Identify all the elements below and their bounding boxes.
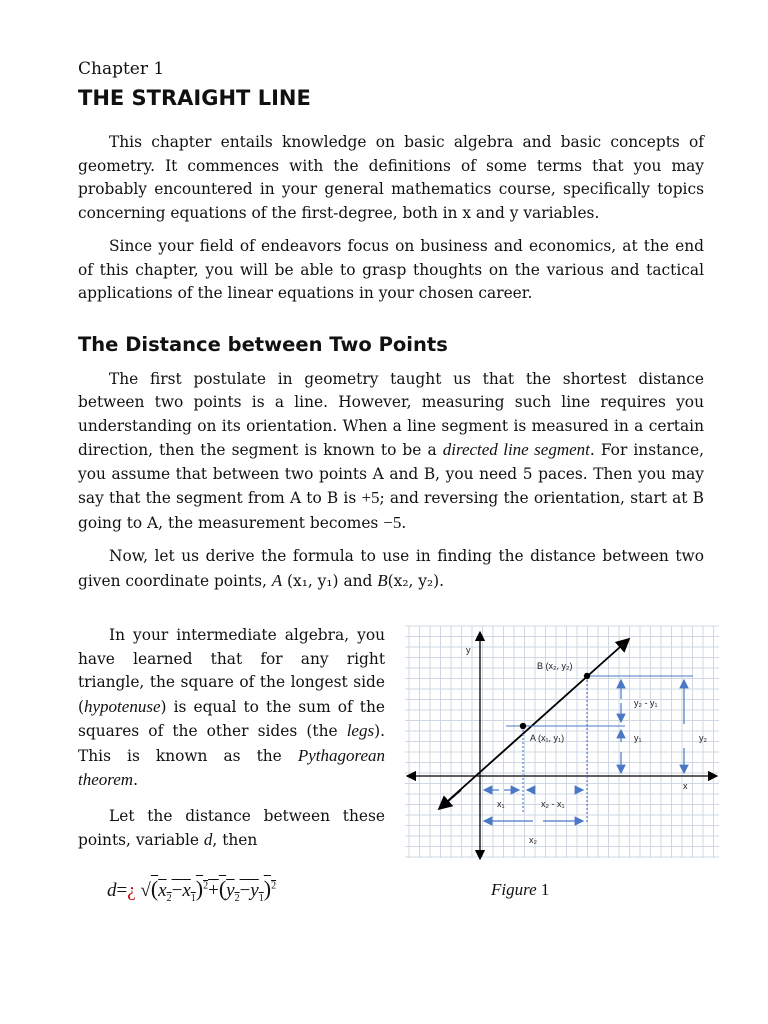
- section-title: The Distance between Two Points: [78, 332, 448, 356]
- y-axis-label: y: [466, 645, 471, 655]
- left-column-text: [78, 624, 385, 865]
- intro-paragraph-2: Since your field of endeavors focus on business and economics, at the end of this chapter, you will be able to grasp thoughts on the various and tactical applications of the linear equations in your chosen career.: [78, 237, 704, 302]
- point-a: [520, 723, 526, 729]
- point-b: [584, 673, 590, 679]
- section-paragraph-2: Now, let us derive the formula to use in finding the distance between two given coordinate points, A (x₁, y₁) and B(x₂, y₂).: [78, 547, 704, 590]
- formula-artifact: ¿: [127, 880, 136, 901]
- coordinate-diagram: [403, 624, 720, 860]
- point-a-label: A (x₁, y₁): [530, 733, 565, 743]
- point-b-label: B (x₂, y₂): [537, 661, 573, 671]
- section-paragraph-3: In your intermediate algebra, you have learned that for any right triangle, the square of the longest side (hypotenuse) is equal to the sum of the squares of the other sides (the legs). This is known as the Pythagorean theorem.: [78, 626, 385, 789]
- section-paragraph-1: The first postulate in geometry taught us that the shortest distance between two points is a line. However, measuring such line requires you understanding on its orientation. When a line segment is measured in a certain direction, then the segment is known to be a directed line segment. For instance, you assume that between two points A and B, you need 5 paces. Then you may say that the segment from A to B is +5; and reversing the orientation, start at B going to A, the measurement becomes −5.: [78, 369, 705, 532]
- term-directed-line-segment: directed line segment: [442, 440, 590, 459]
- x2-label: x₂: [529, 835, 537, 845]
- chapter-title: THE STRAIGHT LINE: [78, 86, 311, 110]
- figure-1-diagram: [403, 624, 720, 860]
- section-paragraph-4: Let the distance between these points, variable d, then: [78, 806, 385, 849]
- x1-label: x₁: [497, 799, 505, 809]
- figure-caption: Figure 1: [491, 880, 550, 899]
- dx-label: x₂ - x₁: [541, 799, 565, 809]
- y2-label: y₂: [699, 733, 707, 743]
- chapter-label: Chapter 1: [78, 59, 165, 79]
- intro-paragraph-1: This chapter entails knowledge on basic algebra and basic concepts of geometry. It commences with the definitions of some terms that you may probably encountered in your general mathematics course, specifically topics concerning equations of the first-degree, both in x and y variables.: [78, 133, 704, 222]
- x-axis-label: x: [683, 781, 688, 791]
- page-body: [78, 58, 704, 603]
- dy-label: y₂ - y₁: [634, 698, 658, 708]
- y1-label: y₁: [634, 733, 642, 743]
- distance-formula: d=¿ $√(x_2-x_1)^2+(y_2-y_1)^2$: [107, 876, 277, 904]
